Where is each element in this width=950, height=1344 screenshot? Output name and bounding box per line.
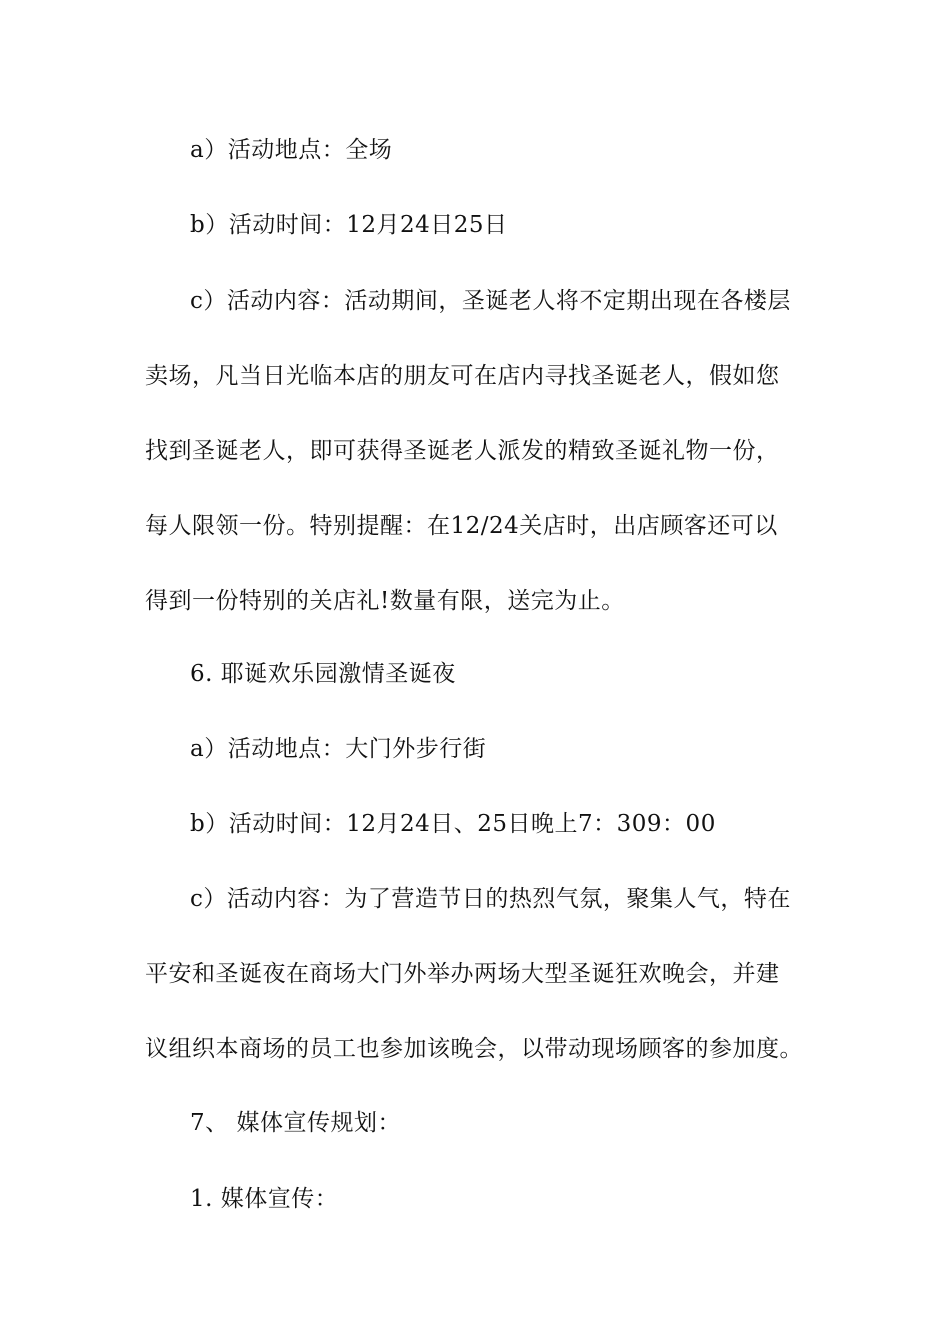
activity-location-all: a）活动地点：全场 [190, 137, 393, 163]
party-content-paragraph-line-1: c）活动内容：为了营造节日的热烈气氛，聚集人气，特在 [190, 886, 791, 912]
section-heading-christmas-night: 6. 耶诞欢乐园激情圣诞夜 [190, 661, 456, 687]
section-heading-media-plan: 7、 媒体宣传规划： [190, 1110, 401, 1136]
party-content-paragraph-line-2: 平安和圣诞夜在商场大门外举办两场大型圣诞狂欢晚会，并建 [145, 961, 780, 987]
activity-time-evening: b）活动时间：12月24日、25日晚上7：309：00 [190, 811, 716, 837]
subsection-heading-media-promotion: 1. 媒体宣传： [190, 1186, 339, 1212]
activity-content-paragraph-line-3: 找到圣诞老人，即可获得圣诞老人派发的精致圣诞礼物一份， [145, 438, 780, 464]
activity-location-street: a）活动地点：大门外步行街 [190, 736, 487, 762]
activity-content-paragraph-line-4: 每人限领一份。特别提醒：在12/24关店时，出店顾客还可以 [145, 513, 778, 539]
activity-content-paragraph-line-1: c）活动内容：活动期间，圣诞老人将不定期出现在各楼层 [190, 288, 791, 314]
party-content-paragraph-line-3: 议组织本商场的员工也参加该晚会，以带动现场顾客的参加度。 [145, 1036, 803, 1062]
activity-content-paragraph-line-2: 卖场，凡当日光临本店的朋友可在店内寻找圣诞老人，假如您 [145, 363, 780, 389]
activity-content-paragraph-line-5: 得到一份特别的关店礼!数量有限，送完为止。 [145, 588, 625, 614]
activity-time-dates: b）活动时间：12月24日25日 [190, 212, 508, 238]
